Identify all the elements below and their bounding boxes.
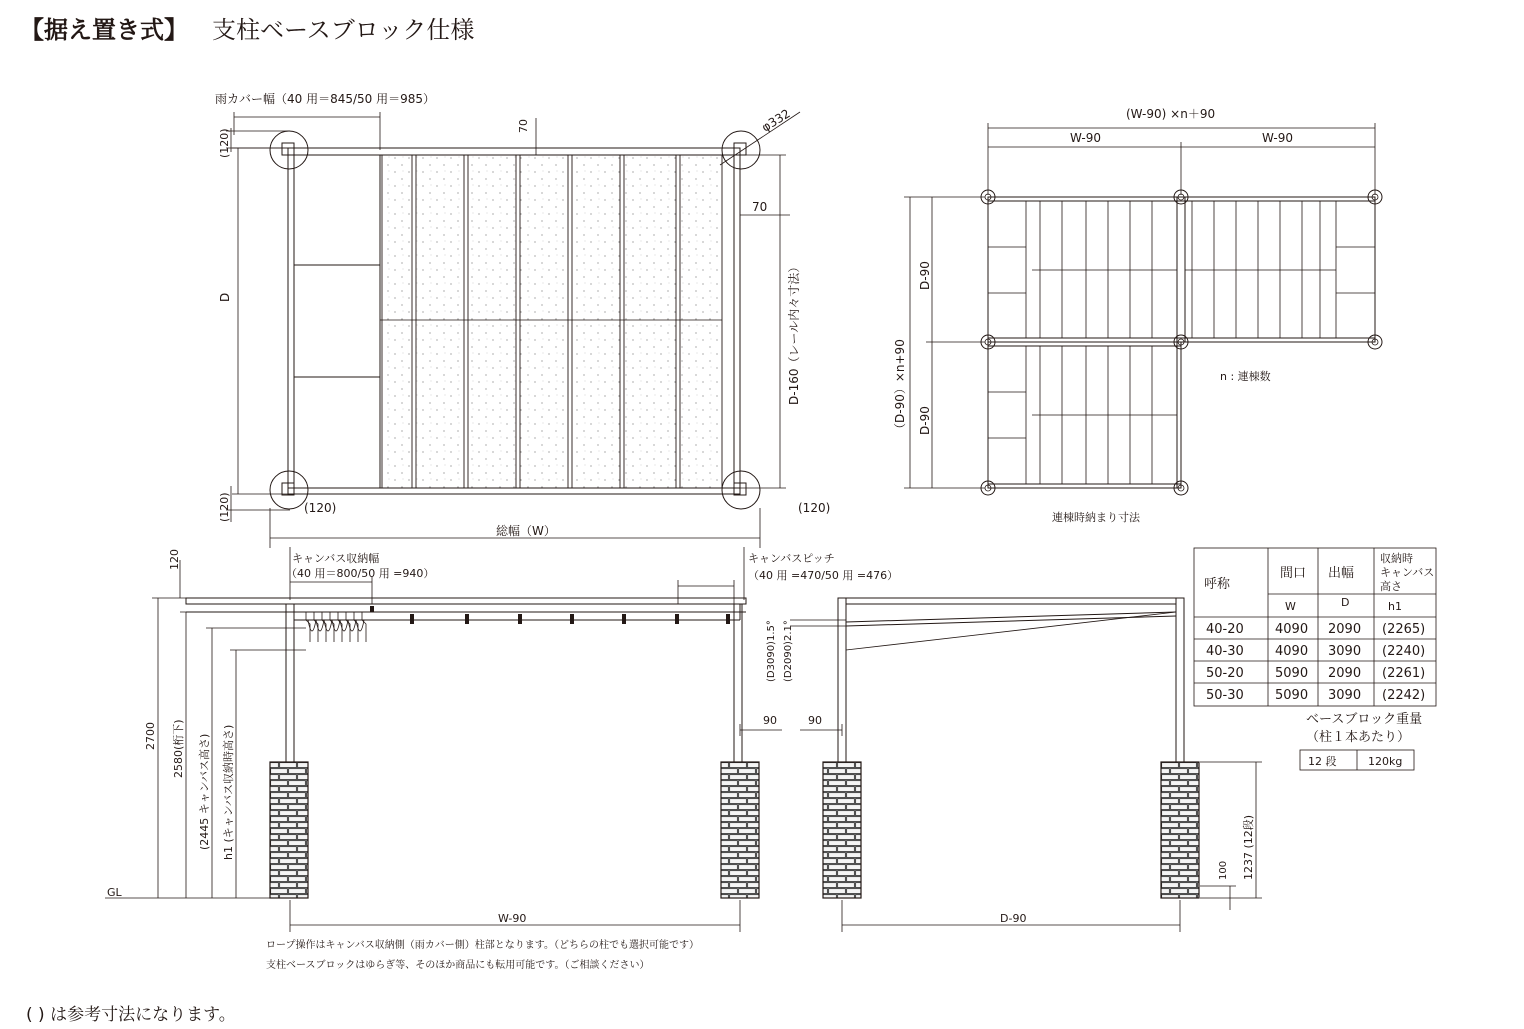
dim-2580: 2580(桁下) bbox=[172, 719, 185, 778]
dim-2700: 2700 bbox=[144, 722, 157, 750]
footer-note: ( ) は参考寸法になります。 bbox=[26, 1005, 236, 1025]
title-bracket: 【据え置き式】 bbox=[20, 16, 188, 44]
table-cell: 2090 bbox=[1328, 666, 1362, 681]
table-subheader: W bbox=[1285, 600, 1296, 613]
dim-120-right-bottom: (120) bbox=[798, 501, 831, 515]
table-header-storage: 収納時 キャンバス 高さ bbox=[1380, 552, 1435, 593]
dim-120-front: 120 bbox=[168, 549, 181, 570]
dim-total-width: 総幅（W） bbox=[496, 524, 556, 538]
slope-d3090: (D3090)1.5° bbox=[766, 620, 777, 682]
dim-100: 100 bbox=[1218, 860, 1229, 880]
plan-view bbox=[215, 91, 830, 548]
dim-120-bottom: (120) bbox=[218, 492, 231, 522]
weight-cell: 12 段 bbox=[1308, 755, 1337, 768]
dim-120-left-bottom: (120) bbox=[304, 501, 337, 515]
table-cell: 4090 bbox=[1275, 622, 1309, 637]
dim-2445: (2445 キャンバス高さ) bbox=[198, 733, 211, 850]
dim-h1: h1 (キャンバス収納時高さ) bbox=[222, 724, 235, 860]
canvas-pitch-label: キャンバスピッチ bbox=[748, 552, 835, 565]
post-circle bbox=[270, 131, 308, 169]
dim-multi-w90-1: W-90 bbox=[1070, 131, 1101, 145]
table-row bbox=[1206, 644, 1425, 659]
side-elevation bbox=[766, 598, 1262, 932]
table-cell: (2242) bbox=[1382, 688, 1426, 703]
spec-table bbox=[1194, 548, 1438, 706]
dim-multi-total-depth: （D-90）×n+90 bbox=[893, 339, 907, 435]
canvas-pitch-values: （40 用 =470/50 用 =476） bbox=[748, 569, 899, 582]
rain-cover-width-label: 雨カバー幅（40 用＝845/50 用＝985） bbox=[215, 92, 436, 106]
table-cell: 2090 bbox=[1328, 622, 1362, 637]
base-block bbox=[1161, 762, 1199, 898]
table-subheader: D bbox=[1341, 596, 1350, 609]
table-cell: 5090 bbox=[1275, 688, 1309, 703]
table-cell: (2240) bbox=[1382, 644, 1426, 659]
dim-diameter: φ332 bbox=[759, 106, 793, 135]
base-block bbox=[823, 762, 861, 898]
table-cell: (2261) bbox=[1382, 666, 1426, 681]
gl-label: GL bbox=[107, 886, 122, 899]
front-elevation bbox=[105, 547, 898, 932]
canvas-storage-values: （40 用＝800/50 用 =940） bbox=[286, 567, 435, 580]
dim-multi-total: (W-90) ×n＋90 bbox=[1126, 107, 1216, 121]
table-cell: 50-30 bbox=[1206, 688, 1244, 703]
table-subheader: h1 bbox=[1388, 600, 1402, 613]
weight-subtitle: （柱１本あたり） bbox=[1306, 730, 1411, 745]
multi-span-view bbox=[893, 107, 1382, 524]
dim-90-side: 90 bbox=[808, 714, 822, 727]
canvas-storage-label: キャンバス収納幅 bbox=[292, 552, 380, 565]
table-header: 呼称 bbox=[1204, 577, 1231, 592]
note-base-block: 支柱ベースブロックはゆらぎ等、そのほか商品にも転用可能です。（ご相談ください） bbox=[266, 960, 650, 971]
dim-multi-d90-2: D-90 bbox=[918, 406, 932, 435]
table-cell: 50-20 bbox=[1206, 666, 1244, 681]
multi-caption: 連棟時納まり寸法 bbox=[1052, 511, 1140, 524]
table-cell: 3090 bbox=[1328, 688, 1362, 703]
weight-title: ベースブロック重量 bbox=[1306, 712, 1423, 727]
post-circle bbox=[270, 471, 308, 509]
note-n: n : 連棟数 bbox=[1220, 370, 1271, 383]
base-block bbox=[270, 762, 308, 898]
slope-d2090: (D2090)2.1° bbox=[783, 620, 794, 682]
table-row bbox=[1206, 688, 1425, 703]
base-block bbox=[721, 762, 759, 898]
table-cell: 3090 bbox=[1328, 644, 1362, 659]
table-cell: 40-20 bbox=[1206, 622, 1244, 637]
post-circle bbox=[722, 131, 760, 169]
dim-70-right: 70 bbox=[752, 200, 768, 214]
dim-d90-side: D-90 bbox=[1000, 912, 1027, 925]
table-cell: 40-30 bbox=[1206, 644, 1244, 659]
table-header: 出幅 bbox=[1328, 566, 1355, 581]
dim-120-top: (120) bbox=[218, 128, 231, 158]
title-main: 支柱ベースブロック仕様 bbox=[212, 16, 475, 44]
note-rope: ロープ操作はキャンバス収納側（雨カバー側）柱部となります。（どちらの柱でも選択可能です） bbox=[266, 940, 699, 951]
dim-1237: 1237 (12段) bbox=[1242, 814, 1255, 880]
table-cell: 5090 bbox=[1275, 666, 1309, 681]
dim-90-front: 90 bbox=[763, 714, 777, 727]
dim-multi-d90-1: D-90 bbox=[918, 261, 932, 290]
table-header: 間口 bbox=[1280, 566, 1307, 581]
weight-cell: 120kg bbox=[1368, 755, 1403, 768]
weight-table bbox=[1300, 712, 1422, 770]
dim-w90-front: W-90 bbox=[498, 912, 527, 925]
dim-D: D bbox=[218, 292, 232, 302]
table-row bbox=[1206, 622, 1425, 637]
post-circle bbox=[722, 471, 760, 509]
table-cell: (2265) bbox=[1382, 622, 1426, 637]
table-row bbox=[1206, 666, 1425, 681]
dim-multi-w90-2: W-90 bbox=[1262, 131, 1293, 145]
table-cell: 4090 bbox=[1275, 644, 1309, 659]
dim-70-top: 70 bbox=[517, 119, 530, 133]
dim-rail-inner: D-160（レール内々寸法） bbox=[787, 260, 801, 405]
